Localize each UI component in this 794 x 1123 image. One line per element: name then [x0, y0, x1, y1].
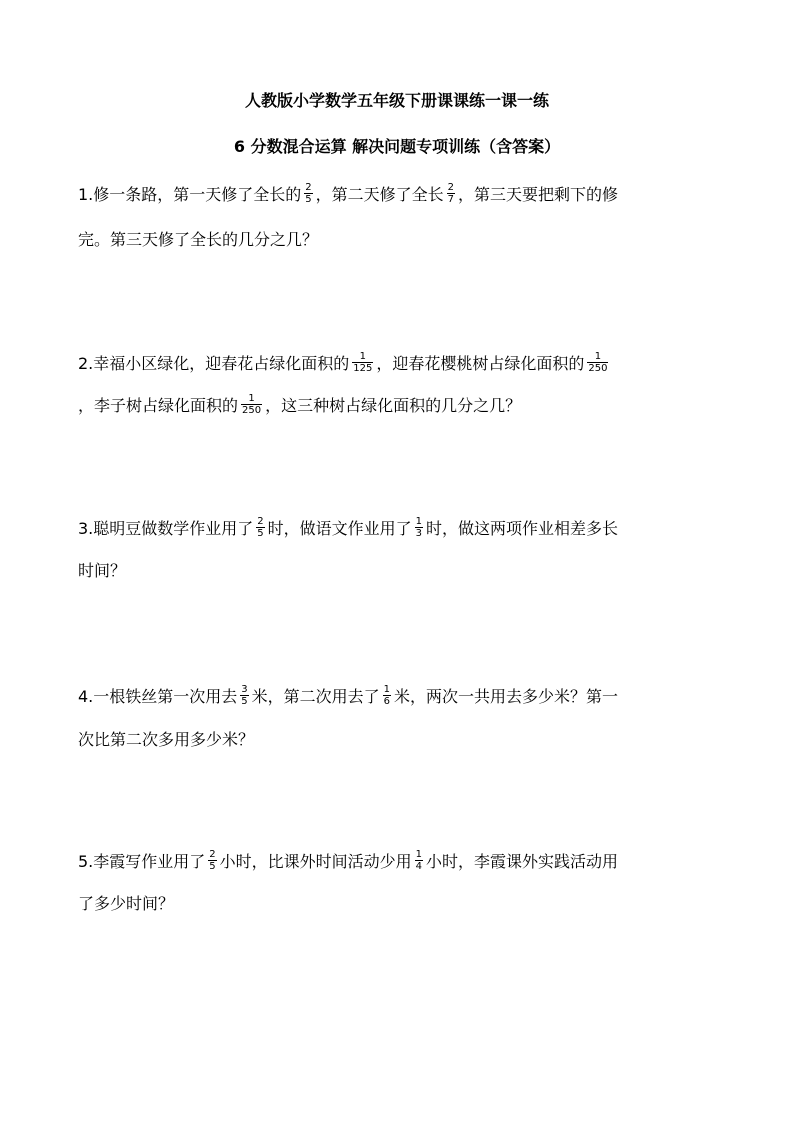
fraction	[587, 351, 608, 374]
question-text: ，第三天要把剩下的修	[458, 185, 619, 204]
question-2-line-2	[78, 395, 521, 418]
fraction-numerator: 1	[587, 351, 608, 363]
fraction-numerator: 2	[257, 516, 264, 527]
fraction-numerator: 2	[305, 182, 312, 193]
fraction	[415, 849, 423, 872]
fraction	[240, 684, 248, 707]
fraction-numerator: 1	[415, 849, 423, 860]
fraction-numerator: 2	[447, 182, 455, 193]
question-text: 时，做这两项作业相差多长	[426, 519, 619, 538]
fraction	[415, 516, 423, 539]
fraction-denominator: 5	[305, 194, 312, 205]
fraction-numerator: 3	[241, 684, 248, 695]
worksheet-title: 人教版小学数学五年级下册课课练一课一练	[244, 91, 549, 110]
question-text: 3.聪明豆做数学作业用了	[78, 519, 254, 538]
question-text: 4.一根铁丝第一次用去	[78, 687, 238, 706]
question-text: 小时，李霞课外实践活动用	[426, 852, 619, 871]
fraction-numerator: 1	[383, 684, 391, 695]
fraction-denominator: 125	[353, 363, 373, 374]
fraction-numerator: 1	[415, 516, 423, 527]
question-1-line-1	[78, 184, 618, 207]
fraction	[447, 182, 455, 205]
question-text: ，迎春花樱桃树占绿化面积的	[376, 354, 585, 373]
fraction-denominator: 6	[383, 696, 391, 707]
fraction-denominator: 4	[415, 861, 423, 872]
question-text: 小时，比课外时间活动少用	[219, 852, 412, 871]
fraction-denominator: 5	[257, 528, 264, 539]
worksheet-subtitle: 6 分数混合运算 解决问题专项训练（含答案）	[233, 137, 561, 156]
question-4-line-1	[78, 686, 618, 709]
fraction	[256, 516, 264, 539]
question-text: 5.李霞写作业用了	[78, 852, 206, 871]
question-2-line-1	[78, 353, 611, 376]
fraction	[352, 351, 373, 374]
question-4-line-2	[78, 730, 254, 750]
fraction	[208, 849, 216, 872]
question-text: ，第二天修了全长	[315, 185, 444, 204]
fraction-numerator: 2	[209, 849, 216, 860]
question-text: 完。第三天修了全长的几分之几？	[78, 230, 319, 249]
question-1-line-2	[78, 230, 318, 250]
fraction-denominator: 250	[588, 363, 608, 374]
fraction	[304, 182, 312, 205]
question-text: 了多少时间？	[78, 894, 175, 913]
question-text: 时，做语文作业用了	[267, 519, 412, 538]
question-3-line-2	[78, 561, 126, 581]
question-text: ，李子树占绿化面积的	[78, 396, 239, 415]
question-text: ，这三种树占绿化面积的几分之几？	[265, 396, 522, 415]
question-5-line-2	[78, 894, 174, 914]
fraction	[383, 684, 391, 707]
question-text: 次比第二次多用多少米？	[78, 730, 255, 749]
question-5-line-1	[78, 851, 618, 874]
question-3-line-1	[78, 518, 618, 541]
question-text: 米，两次一共用去多少米？第一	[394, 687, 619, 706]
fraction-numerator: 1	[352, 351, 373, 363]
question-text: 1.修一条路，第一天修了全长的	[78, 185, 302, 204]
fraction-denominator: 5	[241, 696, 248, 707]
fraction-denominator: 3	[415, 528, 423, 539]
fraction-denominator: 7	[447, 194, 455, 205]
question-text: 时间？	[78, 561, 127, 580]
question-text: 米，第二次用去了	[251, 687, 380, 706]
fraction-denominator: 5	[209, 861, 216, 872]
question-text: 2.幸福小区绿化，迎春花占绿化面积的	[78, 354, 350, 373]
fraction-denominator: 250	[242, 405, 262, 416]
fraction-numerator: 1	[241, 393, 262, 405]
fraction	[241, 393, 262, 416]
